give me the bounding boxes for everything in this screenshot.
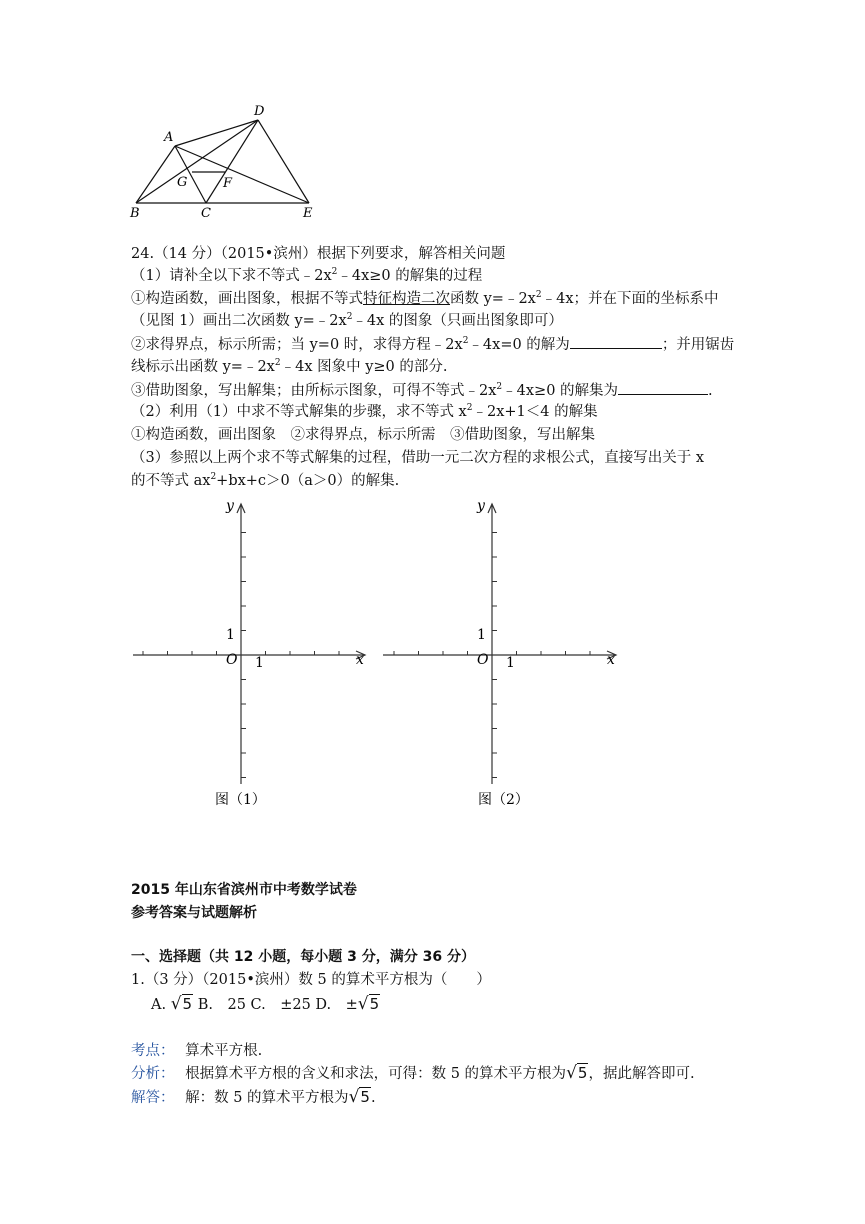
section-heading: 一、选择题（共 12 小题，每小题 3 分，满分 36 分） bbox=[131, 949, 475, 965]
graph1-unit-x: 1 bbox=[255, 655, 264, 671]
coordinate-graphs bbox=[125, 492, 625, 822]
q24-line1: ①构造函数，画出图象，根据不等式特征构造二次函数 $y=﹣2x^2﹣4x$；并在下面的坐标系中 bbox=[131, 290, 719, 307]
fenxi-row: 分析： 根据算术平方根的含义和求法，可得：数 5 的算术平方根为√5，据此解答即可. bbox=[131, 1063, 695, 1083]
jieda-row: 解答： 解：数 5 的算术平方根为√5. bbox=[131, 1087, 376, 1107]
answer-blank-2[interactable] bbox=[618, 380, 708, 395]
label-F: F bbox=[223, 176, 233, 191]
graph2-caption: 图（2） bbox=[478, 792, 529, 808]
graph1-x-label: x bbox=[356, 652, 364, 668]
label-G: G bbox=[177, 175, 188, 190]
fenxi-label: 分析： bbox=[131, 1066, 175, 1082]
label-B: B bbox=[130, 206, 140, 221]
q24-part1: （1）请补全以下求不等式$﹣2x^2﹣4x\ge 0$ 的解集的过程 bbox=[131, 267, 483, 284]
answers-title-1: 2015 年山东省滨州市中考数学试卷 bbox=[131, 882, 357, 898]
graph1-origin: O bbox=[226, 652, 238, 668]
graph1-y-label: y bbox=[226, 498, 234, 514]
sqrt-5-jieda: √5 bbox=[348, 1087, 370, 1107]
q24-line8: （3）参照以上两个求不等式解集的过程，借助一元二次方程的求根公式，直接写出关于 x bbox=[131, 450, 705, 466]
sqrt-5-d: √5 bbox=[357, 994, 380, 1014]
graph1-caption: 图（1） bbox=[215, 792, 266, 808]
kaodian-label: 考点： bbox=[131, 1043, 175, 1059]
q24-line2: （见图 1）画出二次函数 $y=﹣2x^2﹣4x$ 的图象（只画出图象即可） bbox=[131, 312, 563, 329]
q1-stem: 1.（3 分）（2015•滨州）数 5 的算术平方根为（ ） bbox=[131, 972, 491, 988]
q24-line6: （2）利用（1）中求不等式解集的步骤，求不等式 $x^2﹣2x+1<4$ 的解集 bbox=[131, 403, 598, 420]
graph2-x-label: x bbox=[607, 652, 615, 668]
graph2-origin: O bbox=[477, 652, 489, 668]
graph-1 bbox=[133, 504, 365, 784]
sqrt-5-fenxi: √5 bbox=[566, 1063, 588, 1083]
jieda-label: 解答： bbox=[131, 1090, 175, 1106]
sqrt-5-a: √5 bbox=[170, 994, 193, 1014]
q24-line5: ③借助图象，写出解集；由所标示图象，可得不等式$﹣2x^2﹣4x\ge 0$ 的解集为 . bbox=[131, 380, 713, 401]
q24-line9: 的不等式 $ax^2+bx+c>0(a>0)$的解集. bbox=[131, 472, 400, 489]
q24-header: 24.（14 分）（2015•滨州）根据下列要求，解答相关问题 bbox=[131, 246, 506, 262]
answers-title-2: 参考答案与试题解析 bbox=[131, 905, 257, 921]
q24-line3: ②求得界点，标示所需；当 y=0 时，求得方程$﹣2x^2﹣4x=0$ 的解为 ；并用锯齿 bbox=[131, 334, 734, 355]
label-D: D bbox=[254, 104, 265, 119]
kaodian-row: 考点： 算术平方根. bbox=[131, 1043, 263, 1059]
geometry-figure bbox=[125, 100, 325, 222]
label-A: A bbox=[164, 130, 174, 145]
graph1-unit-y: 1 bbox=[226, 627, 235, 643]
graph2-unit-y: 1 bbox=[477, 627, 486, 643]
graph2-unit-x: 1 bbox=[506, 655, 515, 671]
q24-line4: 线标示出函数 $y=﹣2x^2﹣4x$ 图象中 y≥0 的部分. bbox=[131, 358, 448, 375]
q1-options: A. √5 B. 25 C. ±25 D. ±√5 bbox=[151, 994, 380, 1014]
answer-blank-1[interactable] bbox=[570, 334, 662, 349]
label-C: C bbox=[201, 206, 211, 221]
q24-line7: ①构造函数，画出图象 ②求得界点，标示所需 ③借助图象，写出解集 bbox=[131, 427, 595, 443]
graph2-y-label: y bbox=[477, 498, 485, 514]
label-E: E bbox=[303, 206, 313, 221]
graph-2 bbox=[383, 504, 616, 784]
